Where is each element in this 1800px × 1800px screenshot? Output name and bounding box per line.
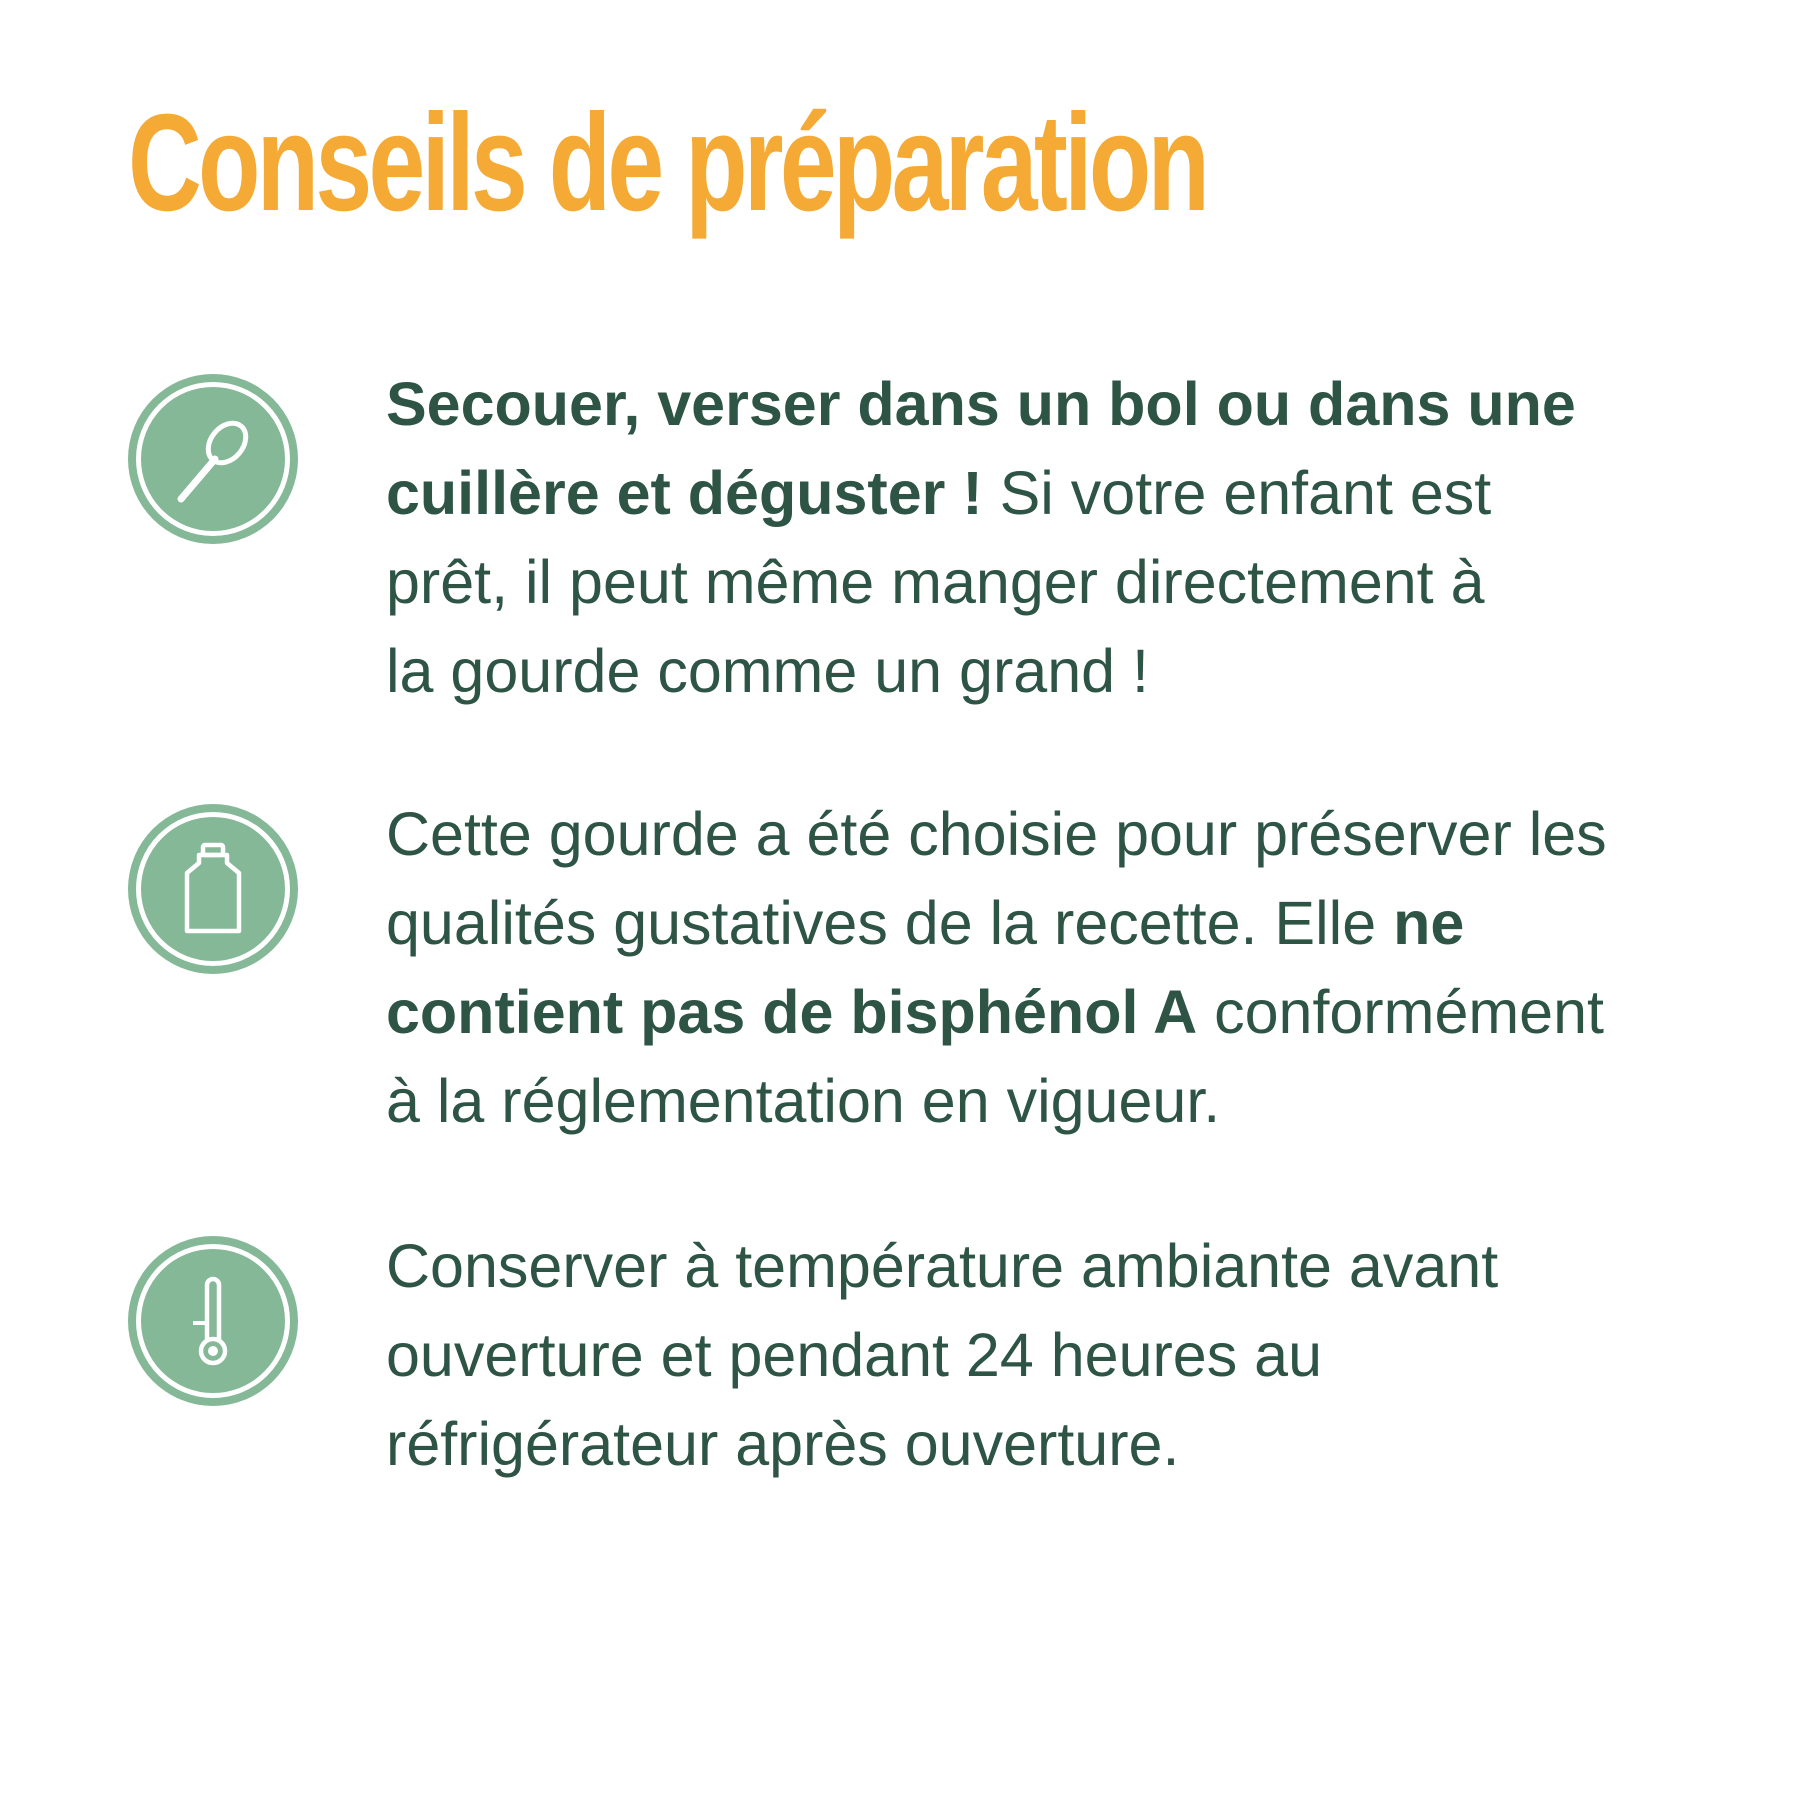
tip-packaging-text xyxy=(386,790,1686,1146)
tip-storage-text xyxy=(386,1222,1686,1489)
tip-text-bold: Secouer, verser dans un bol ou dans une xyxy=(386,370,1576,438)
tip-text-normal: Si votre enfant est xyxy=(982,459,1492,527)
tip-text-normal: réfrigérateur après ouverture. xyxy=(386,1410,1180,1478)
tip-serving-text xyxy=(386,360,1686,716)
tip-text-normal: conformément xyxy=(1197,978,1604,1046)
tip-text-normal: Cette gourde a été choisie pour préserver les xyxy=(386,800,1607,868)
thermometer-icon xyxy=(128,1236,298,1406)
pouch-icon xyxy=(128,804,298,974)
spoon-icon xyxy=(128,374,298,544)
tip-text-normal: ouverture et pendant 24 heures au xyxy=(386,1321,1323,1389)
tip-text-bold: ne xyxy=(1393,889,1465,957)
tip-text-bold: cuillère et déguster ! xyxy=(386,459,983,527)
tip-text-bold: contient pas de bisphénol A xyxy=(386,978,1198,1046)
tip-text-normal: prêt, il peut même manger directement à xyxy=(386,548,1485,616)
tip-text-normal: Conserver à température ambiante avant xyxy=(386,1232,1499,1300)
tip-text-normal: la gourde comme un grand ! xyxy=(386,637,1149,705)
tip-text-normal: qualités gustatives de la recette. Elle xyxy=(386,889,1394,957)
page-title: Conseils de préparation xyxy=(128,86,1207,240)
tip-text-normal: à la réglementation en vigueur. xyxy=(386,1067,1221,1135)
